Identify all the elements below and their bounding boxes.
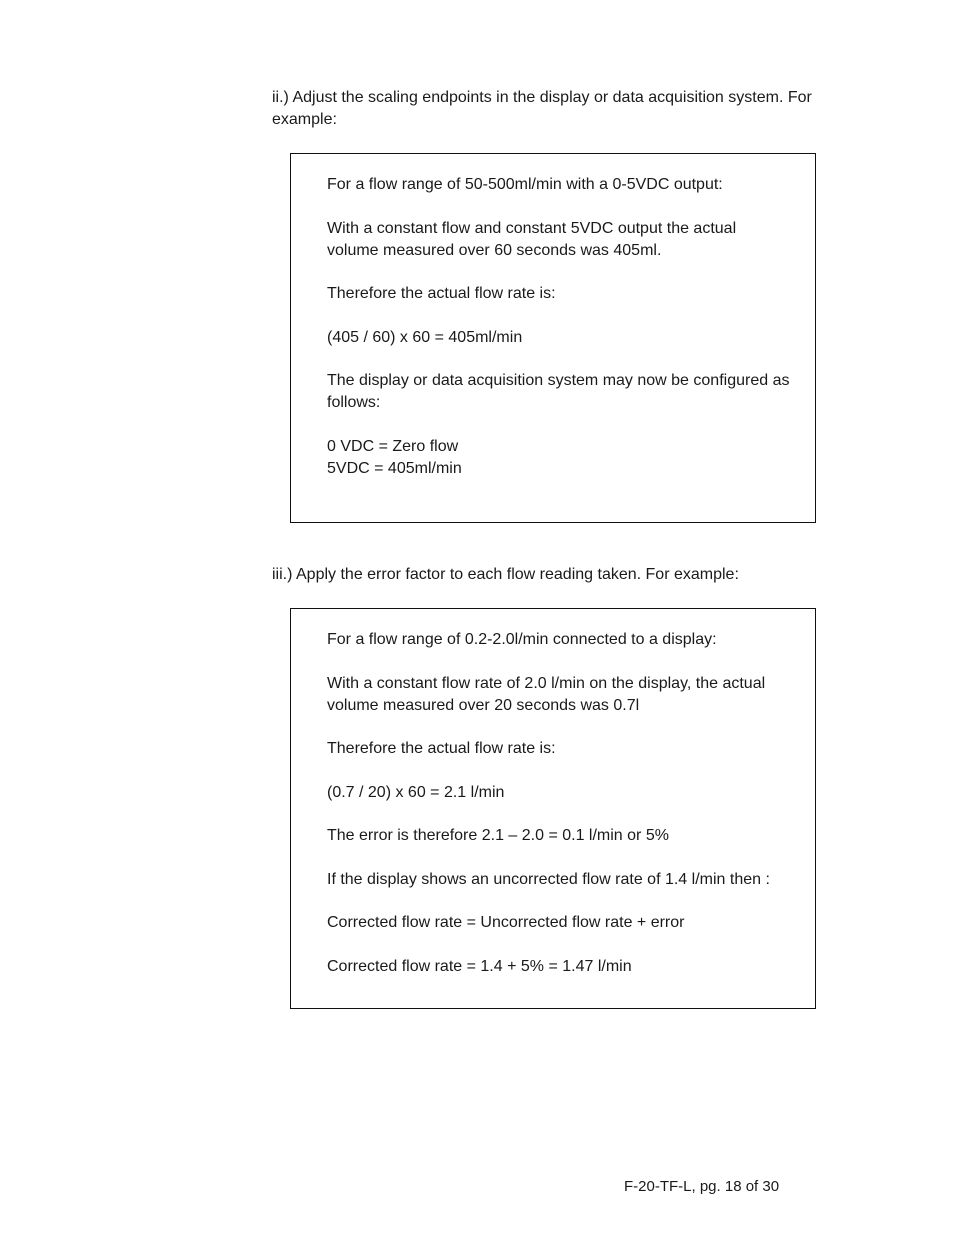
box-1-line-full: 5VDC = 405ml/min (327, 459, 462, 477)
box-2-line-corrected-value: Corrected flow rate = 1.4 + 5% = 1.47 l/min (327, 957, 632, 975)
box-1-line-measurement: With a constant flow and constant 5VDC output the actual volume measured over 60 seconds was 405ml. (327, 219, 737, 259)
box-1-line-configure: The display or data acquisition system may now be configured as follows: (327, 372, 790, 411)
box-2-line-range: For a flow range of 0.2-2.0l/min connected to a display: (327, 631, 717, 648)
box-2-line-corrected-formula: Corrected flow rate = Uncorrected flow rate + error (327, 914, 685, 931)
box-1-line-formula: (405 / 60) x 60 = 405ml/min (327, 328, 523, 346)
box-1-line-zero: 0 VDC = Zero flow (327, 437, 459, 455)
box-2-line-uncorrected: If the display shows an uncorrected flow rate of 1.4 l/min then : (327, 870, 770, 888)
box-2-line-error: The error is therefore 2.1 – 2.0 = 0.1 l/min or 5% (327, 827, 669, 844)
page-footer: F-20-TF-L, pg. 18 of 30 (624, 1178, 780, 1195)
example-box-error-factor (290, 608, 816, 1009)
box-1-line-therefore: Therefore the actual flow rate is: (327, 285, 556, 302)
box-2-line-measurement: With a constant flow rate of 2.0 l/min on the display, the actual volume measured over 20 seconds was 0.7l (327, 674, 766, 714)
paragraph-iii: iii.) Apply the error factor to each flow reading taken. For example: (272, 566, 739, 583)
paragraph-ii: ii.) Adjust the scaling endpoints in the display or data acquisition system. For example: (272, 89, 812, 128)
box-2-line-therefore: Therefore the actual flow rate is: (327, 740, 556, 757)
box-1-line-range: For a flow range of 50-500ml/min with a 0-5VDC output: (327, 176, 723, 193)
example-box-scaling (290, 153, 816, 523)
box-2-line-formula: (0.7 / 20) x 60 = 2.1 l/min (327, 783, 505, 801)
